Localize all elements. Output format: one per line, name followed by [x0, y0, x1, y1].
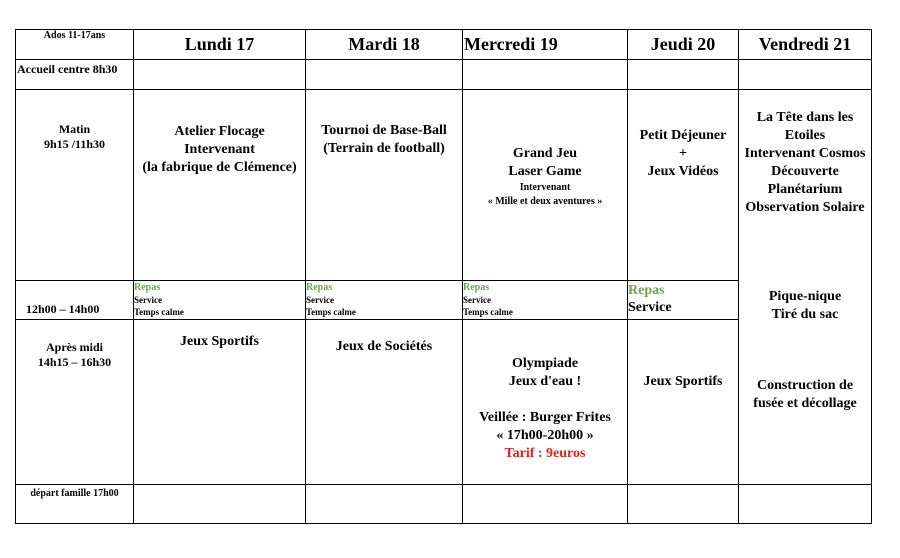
day-header-mardi: Mardi 18	[348, 34, 420, 54]
activity-line: Intervenant	[184, 142, 255, 157]
activity-line: Atelier Flocage	[174, 124, 265, 139]
apres-midi-time: 14h15 – 16h30	[37, 355, 112, 369]
activity-vendredi-matin	[739, 109, 871, 217]
activity-line: Veillée : Burger Frites	[479, 410, 611, 425]
row-label-matin	[16, 122, 133, 152]
activity-line: Planétarium	[767, 182, 843, 197]
grid-line	[627, 29, 628, 524]
repas-lundi	[134, 282, 304, 318]
temps-calme-label: Temps calme	[306, 307, 356, 317]
activity-line: fusée et décollage	[753, 396, 857, 411]
activity-line: Découverte	[771, 164, 839, 179]
activity-line: Construction de	[756, 378, 854, 393]
activity-line: Jeux Vidéos	[647, 164, 719, 179]
activity-lundi-matin	[134, 123, 305, 177]
grid-line	[871, 29, 872, 524]
repas-label: Repas	[134, 282, 161, 293]
group-label: Ados 11-17ans	[43, 30, 106, 41]
activity-line: Intervenant	[519, 182, 571, 193]
activity-line: Pique-nique	[768, 289, 842, 304]
matin-label: Matin	[58, 122, 91, 136]
grid-line	[15, 319, 738, 320]
row-label-midi: 12h00 – 14h00	[26, 302, 100, 316]
activity-line: Intervenant Cosmos	[744, 146, 866, 161]
activity-lundi-apres-midi: Jeux Sportifs	[180, 334, 259, 349]
activity-line: Tiré du sac	[771, 307, 839, 322]
repas-mardi	[306, 282, 461, 318]
activity-mardi-apres-midi: Jeux de Sociétés	[335, 339, 433, 354]
repas-mercredi	[463, 282, 626, 318]
row-label-apres-midi	[16, 340, 133, 370]
activity-line: Grand Jeu	[512, 146, 578, 161]
activity-line: Observation Solaire	[745, 200, 865, 215]
row-label-depart: départ famille 17h00	[30, 488, 119, 499]
activity-line: La Tête dans les	[756, 110, 854, 125]
day-header-mercredi: Mercredi 19	[464, 34, 558, 54]
grid-line	[15, 484, 872, 485]
activity-line: Olympiade	[511, 356, 579, 371]
activity-vendredi-apres-midi	[739, 377, 871, 413]
row-label-accueil: Accueil centre 8h30	[17, 62, 118, 76]
grid-line	[15, 59, 872, 60]
grid-line	[15, 29, 16, 524]
activity-mercredi-matin	[463, 145, 627, 209]
temps-calme-label: Temps calme	[134, 307, 184, 317]
grid-line	[133, 29, 134, 524]
activity-line: Jeux d'eau !	[508, 374, 582, 389]
grid-line	[305, 29, 306, 524]
activity-line: (la fabrique de Clémence)	[142, 160, 297, 175]
day-header-lundi: Lundi 17	[184, 34, 255, 54]
repas-jeudi	[628, 282, 737, 316]
activity-line: +	[679, 146, 687, 161]
repas-label: Repas	[306, 282, 333, 293]
day-header-jeudi: Jeudi 20	[650, 34, 716, 54]
activity-mardi-matin	[306, 122, 462, 158]
activity-line: Petit Déjeuner	[639, 128, 727, 143]
activity-line: Tournoi de Base-Ball	[321, 123, 447, 138]
activity-line: « Mille et deux aventures »	[487, 196, 603, 207]
activity-line: Laser Game	[508, 164, 582, 179]
tarif-label: Tarif : 9euros	[504, 446, 586, 461]
grid-line	[15, 89, 872, 90]
activity-vendredi-midi	[739, 288, 871, 324]
day-header-vendredi: Vendredi 21	[758, 34, 852, 54]
repas-label: Repas	[628, 283, 665, 298]
service-label: Service	[628, 300, 672, 315]
activity-line: « 17h00-20h00 »	[496, 428, 594, 443]
grid-line	[15, 280, 738, 281]
activity-jeudi-apres-midi: Jeux Sportifs	[643, 374, 723, 389]
temps-calme-label: Temps calme	[463, 307, 513, 317]
activity-mercredi-apres-midi	[463, 355, 627, 463]
activity-jeudi-matin	[628, 127, 738, 181]
repas-label: Repas	[463, 282, 490, 293]
grid-line	[738, 29, 739, 524]
activity-line: (Terrain de football)	[323, 141, 445, 156]
service-label: Service	[306, 295, 334, 305]
service-label: Service	[463, 295, 491, 305]
matin-time: 9h15 /11h30	[43, 137, 106, 151]
apres-midi-label: Après midi	[46, 340, 103, 354]
activity-line: Etoiles	[784, 128, 826, 143]
service-label: Service	[134, 295, 162, 305]
grid-line	[15, 523, 872, 524]
